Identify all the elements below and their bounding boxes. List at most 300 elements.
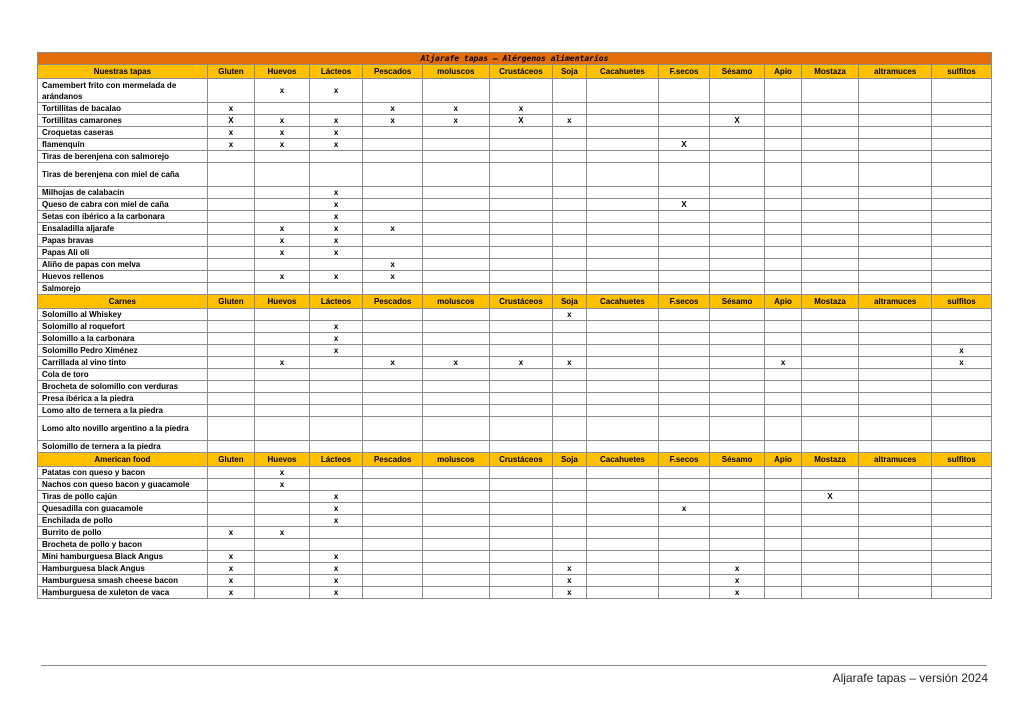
allergen-mark	[801, 417, 859, 441]
allergen-mark	[801, 247, 859, 259]
dish-name: Setas con ibérico a la carbonara	[38, 211, 208, 223]
allergen-mark: x	[363, 103, 423, 115]
allergen-mark	[765, 491, 801, 503]
allergen-mark	[207, 345, 254, 357]
dish-name: Croquetas caseras	[38, 127, 208, 139]
allergen-mark	[422, 551, 489, 563]
allergen-mark	[207, 491, 254, 503]
allergen-mark	[422, 539, 489, 551]
allergen-mark: x	[363, 259, 423, 271]
allergen-mark	[422, 223, 489, 235]
allergen-mark	[586, 247, 659, 259]
allergen-mark	[586, 393, 659, 405]
allergen-mark	[422, 235, 489, 247]
allergen-mark	[309, 163, 363, 187]
dish-name: flamenquín	[38, 139, 208, 151]
allergen-mark	[553, 515, 586, 527]
allergen-mark	[489, 539, 553, 551]
allergen-mark	[207, 309, 254, 321]
allergen-header: Mostaza	[801, 295, 859, 309]
allergen-mark	[422, 151, 489, 163]
dish-name: Patatas con queso y bacon	[38, 467, 208, 479]
allergen-mark	[801, 393, 859, 405]
allergen-mark	[586, 479, 659, 491]
allergen-mark	[859, 235, 932, 247]
allergen-mark	[801, 103, 859, 115]
allergen-mark	[207, 369, 254, 381]
allergen-mark	[553, 283, 586, 295]
allergen-mark	[363, 79, 423, 103]
allergen-mark	[859, 321, 932, 333]
allergen-mark	[255, 551, 310, 563]
allergen-mark	[255, 587, 310, 599]
allergen-mark	[765, 139, 801, 151]
allergen-mark	[553, 491, 586, 503]
allergen-mark	[801, 235, 859, 247]
allergen-mark	[422, 563, 489, 575]
allergen-mark: x	[255, 223, 310, 235]
allergen-mark	[659, 491, 710, 503]
dish-name: Hamburguesa black Angus	[38, 563, 208, 575]
allergen-mark	[765, 103, 801, 115]
allergen-header: Huevos	[255, 65, 310, 79]
allergen-mark	[586, 575, 659, 587]
allergen-mark	[255, 187, 310, 199]
table-row	[38, 479, 992, 491]
allergen-mark	[932, 139, 992, 151]
section-header-row	[38, 65, 992, 79]
allergen-mark	[586, 283, 659, 295]
allergen-header: altramuces	[859, 453, 932, 467]
allergen-mark	[422, 271, 489, 283]
table-row	[38, 199, 992, 211]
allergen-mark	[309, 417, 363, 441]
dish-name: Lomo alto de ternera a la piedra	[38, 405, 208, 417]
allergen-mark	[553, 151, 586, 163]
allergen-mark	[309, 259, 363, 271]
allergen-mark: x	[309, 333, 363, 345]
allergen-mark	[765, 587, 801, 599]
allergen-mark	[801, 187, 859, 199]
allergen-mark	[363, 587, 423, 599]
allergen-mark	[553, 127, 586, 139]
allergen-mark	[801, 441, 859, 453]
allergen-mark	[932, 467, 992, 479]
allergen-mark: x	[709, 575, 765, 587]
table-row	[38, 103, 992, 115]
allergen-mark	[859, 199, 932, 211]
allergen-mark	[489, 163, 553, 187]
allergen-mark	[309, 393, 363, 405]
allergen-mark	[489, 563, 553, 575]
allergen-mark	[932, 271, 992, 283]
allergen-mark: x	[363, 223, 423, 235]
table-row	[38, 309, 992, 321]
allergen-mark	[859, 357, 932, 369]
allergen-mark	[363, 539, 423, 551]
allergen-mark	[859, 467, 932, 479]
dish-name: Milhojas de calabacín	[38, 187, 208, 199]
allergen-mark	[489, 187, 553, 199]
allergen-mark	[765, 309, 801, 321]
allergen-mark	[207, 223, 254, 235]
allergen-mark	[765, 163, 801, 187]
allergen-mark	[422, 309, 489, 321]
allergen-mark	[709, 309, 765, 321]
allergen-mark	[859, 345, 932, 357]
allergen-mark	[859, 479, 932, 491]
table-row	[38, 187, 992, 199]
allergen-mark	[932, 235, 992, 247]
allergen-mark	[489, 527, 553, 539]
allergen-mark	[553, 417, 586, 441]
allergen-mark	[309, 527, 363, 539]
allergen-mark: x	[309, 515, 363, 527]
allergen-mark	[422, 127, 489, 139]
allergen-mark	[659, 369, 710, 381]
allergen-mark	[709, 369, 765, 381]
allergen-table	[37, 52, 992, 599]
allergen-mark	[765, 369, 801, 381]
allergen-mark	[709, 187, 765, 199]
allergen-mark	[422, 467, 489, 479]
dish-name: Hamburguesa smash cheese bacon	[38, 575, 208, 587]
allergen-mark: x	[363, 115, 423, 127]
allergen-mark	[553, 187, 586, 199]
allergen-mark: x	[309, 247, 363, 259]
allergen-mark	[709, 223, 765, 235]
dish-name: Solomillo al roquefort	[38, 321, 208, 333]
allergen-mark	[709, 417, 765, 441]
allergen-mark	[309, 441, 363, 453]
allergen-mark	[586, 491, 659, 503]
allergen-mark	[422, 575, 489, 587]
allergen-mark	[489, 271, 553, 283]
section-header-row	[38, 295, 992, 309]
allergen-mark	[859, 103, 932, 115]
allergen-mark: x	[422, 357, 489, 369]
allergen-mark	[553, 503, 586, 515]
allergen-mark: x	[207, 103, 254, 115]
dish-name: Lomo alto novillo argentino a la piedra	[38, 417, 208, 441]
allergen-mark	[586, 103, 659, 115]
allergen-mark: X	[659, 139, 710, 151]
allergen-mark	[859, 151, 932, 163]
allergen-mark	[859, 127, 932, 139]
allergen-mark	[489, 369, 553, 381]
allergen-mark	[709, 527, 765, 539]
allergen-mark	[207, 163, 254, 187]
allergen-mark	[801, 79, 859, 103]
allergen-mark	[765, 115, 801, 127]
table-row	[38, 151, 992, 163]
dish-name: Tiras de berenjena con salmorejo	[38, 151, 208, 163]
allergen-mark	[765, 151, 801, 163]
allergen-mark	[207, 467, 254, 479]
allergen-mark: x	[363, 271, 423, 283]
allergen-header: moluscos	[422, 295, 489, 309]
allergen-mark	[709, 211, 765, 223]
allergen-mark	[586, 79, 659, 103]
allergen-mark	[659, 539, 710, 551]
allergen-mark	[709, 405, 765, 417]
allergen-mark: x	[553, 115, 586, 127]
table-row	[38, 139, 992, 151]
allergen-mark	[363, 321, 423, 333]
allergen-mark	[659, 235, 710, 247]
allergen-mark	[709, 283, 765, 295]
allergen-mark	[553, 247, 586, 259]
allergen-mark	[586, 417, 659, 441]
dish-name: Tortillitas camarones	[38, 115, 208, 127]
allergen-mark: x	[255, 79, 310, 103]
allergen-header: moluscos	[422, 453, 489, 467]
allergen-header: Cacahuetes	[586, 65, 659, 79]
allergen-header: Cacahuetes	[586, 453, 659, 467]
allergen-mark	[859, 223, 932, 235]
allergen-mark	[659, 563, 710, 575]
table-row	[38, 271, 992, 283]
allergen-mark	[932, 369, 992, 381]
allergen-header: Cacahuetes	[586, 295, 659, 309]
allergen-mark	[801, 115, 859, 127]
allergen-mark	[207, 211, 254, 223]
allergen-mark	[363, 551, 423, 563]
allergen-mark	[932, 79, 992, 103]
allergen-mark	[859, 393, 932, 405]
allergen-mark	[659, 79, 710, 103]
allergen-mark	[765, 271, 801, 283]
allergen-mark	[765, 417, 801, 441]
allergen-mark	[932, 575, 992, 587]
allergen-mark	[309, 283, 363, 295]
allergen-header: Sésamo	[709, 453, 765, 467]
allergen-mark	[207, 283, 254, 295]
allergen-mark: x	[553, 575, 586, 587]
allergen-mark	[765, 539, 801, 551]
allergen-mark	[765, 405, 801, 417]
section-title: American food	[38, 453, 208, 467]
allergen-mark: x	[309, 139, 363, 151]
allergen-mark	[207, 259, 254, 271]
allergen-mark	[765, 563, 801, 575]
dish-name: Presa ibérica a la piedra	[38, 393, 208, 405]
allergen-mark	[709, 467, 765, 479]
allergen-mark	[659, 467, 710, 479]
allergen-header: Pescados	[363, 65, 423, 79]
allergen-mark	[659, 527, 710, 539]
allergen-mark	[859, 369, 932, 381]
dish-name: Mini hamburguesa Black Angus	[38, 551, 208, 563]
allergen-mark: x	[709, 563, 765, 575]
allergen-mark	[489, 479, 553, 491]
allergen-mark	[659, 103, 710, 115]
dish-name: Queso de cabra con miel de caña	[38, 199, 208, 211]
allergen-mark	[422, 187, 489, 199]
allergen-mark	[801, 551, 859, 563]
allergen-mark	[801, 199, 859, 211]
allergen-mark	[255, 151, 310, 163]
allergen-mark	[801, 223, 859, 235]
allergen-mark	[309, 151, 363, 163]
allergen-mark	[709, 103, 765, 115]
allergen-mark	[586, 357, 659, 369]
allergen-mark	[489, 333, 553, 345]
allergen-mark	[255, 103, 310, 115]
allergen-header: Apio	[765, 295, 801, 309]
allergen-mark	[932, 127, 992, 139]
allergen-mark	[859, 381, 932, 393]
allergen-mark	[363, 283, 423, 295]
allergen-mark	[801, 127, 859, 139]
allergen-mark	[489, 139, 553, 151]
allergen-mark	[489, 441, 553, 453]
allergen-mark	[207, 479, 254, 491]
table-row	[38, 491, 992, 503]
allergen-mark	[765, 235, 801, 247]
allergen-mark	[309, 309, 363, 321]
table-row	[38, 127, 992, 139]
allergen-mark	[207, 357, 254, 369]
allergen-mark	[659, 187, 710, 199]
allergen-mark: x	[553, 309, 586, 321]
dish-name: Camembert frito con mermelada de arándanos	[38, 79, 208, 103]
allergen-mark	[859, 283, 932, 295]
allergen-mark	[801, 345, 859, 357]
allergen-mark	[659, 515, 710, 527]
allergen-mark	[932, 115, 992, 127]
allergen-mark	[659, 575, 710, 587]
dish-name: Aliño de papas con melva	[38, 259, 208, 271]
allergen-mark	[363, 405, 423, 417]
allergen-mark	[932, 503, 992, 515]
allergen-mark	[489, 587, 553, 599]
allergen-header: Pescados	[363, 453, 423, 467]
allergen-mark	[255, 503, 310, 515]
allergen-mark	[363, 199, 423, 211]
allergen-mark: x	[309, 491, 363, 503]
allergen-header: Apio	[765, 453, 801, 467]
allergen-mark: x	[309, 345, 363, 357]
table-row	[38, 467, 992, 479]
allergen-mark	[801, 151, 859, 163]
allergen-header: F.secos	[659, 65, 710, 79]
table-row	[38, 321, 992, 333]
allergen-mark	[207, 393, 254, 405]
dish-name: Enchilada de pollo	[38, 515, 208, 527]
allergen-mark: x	[255, 467, 310, 479]
allergen-mark	[932, 283, 992, 295]
allergen-header: sulfitos	[932, 65, 992, 79]
allergen-mark	[207, 503, 254, 515]
allergen-mark	[553, 163, 586, 187]
allergen-mark	[801, 539, 859, 551]
allergen-mark	[586, 235, 659, 247]
allergen-mark	[207, 187, 254, 199]
allergen-mark	[659, 441, 710, 453]
allergen-header: Soja	[553, 65, 586, 79]
allergen-mark	[932, 223, 992, 235]
dish-name: Solomillo a la carbonara	[38, 333, 208, 345]
allergen-header: moluscos	[422, 65, 489, 79]
allergen-mark	[765, 479, 801, 491]
dish-name: Tiras de berenjena con miel de caña	[38, 163, 208, 187]
allergen-mark	[489, 127, 553, 139]
allergen-mark: x	[255, 247, 310, 259]
allergen-mark: x	[207, 587, 254, 599]
allergen-mark	[932, 163, 992, 187]
table-row	[38, 441, 992, 453]
allergen-mark	[255, 369, 310, 381]
allergen-mark	[801, 515, 859, 527]
allergen-mark	[659, 587, 710, 599]
allergen-mark: x	[309, 587, 363, 599]
allergen-mark	[659, 127, 710, 139]
table-row	[38, 515, 992, 527]
allergen-mark	[363, 235, 423, 247]
allergen-mark	[489, 551, 553, 563]
allergen-mark	[859, 551, 932, 563]
allergen-mark	[363, 163, 423, 187]
allergen-mark	[659, 309, 710, 321]
allergen-header: Sésamo	[709, 65, 765, 79]
allergen-mark	[765, 199, 801, 211]
allergen-mark: x	[309, 115, 363, 127]
allergen-mark	[659, 271, 710, 283]
allergen-mark	[489, 211, 553, 223]
allergen-mark	[801, 587, 859, 599]
allergen-mark	[709, 515, 765, 527]
allergen-mark	[489, 405, 553, 417]
allergen-mark	[207, 515, 254, 527]
allergen-mark	[363, 417, 423, 441]
allergen-mark	[553, 321, 586, 333]
allergen-mark	[553, 405, 586, 417]
allergen-mark	[659, 405, 710, 417]
allergen-mark	[363, 575, 423, 587]
allergen-mark	[932, 211, 992, 223]
allergen-mark	[207, 381, 254, 393]
allergen-mark: X	[709, 115, 765, 127]
allergen-mark	[363, 211, 423, 223]
allergen-mark	[207, 321, 254, 333]
allergen-mark: x	[363, 357, 423, 369]
allergen-mark	[709, 247, 765, 259]
allergen-header: Huevos	[255, 295, 310, 309]
allergen-mark	[765, 467, 801, 479]
allergen-mark	[489, 515, 553, 527]
allergen-mark	[553, 211, 586, 223]
dish-name: Huevos rellenos	[38, 271, 208, 283]
allergen-mark	[859, 527, 932, 539]
allergen-mark: x	[309, 271, 363, 283]
allergen-mark	[489, 575, 553, 587]
allergen-mark	[489, 393, 553, 405]
allergen-mark	[586, 515, 659, 527]
allergen-mark	[765, 247, 801, 259]
allergen-mark	[586, 115, 659, 127]
allergen-mark	[859, 211, 932, 223]
allergen-header: Huevos	[255, 453, 310, 467]
allergen-mark	[801, 563, 859, 575]
dish-name: Solomillo al Whiskey	[38, 309, 208, 321]
table-row	[38, 283, 992, 295]
allergen-mark	[489, 309, 553, 321]
allergen-mark	[422, 139, 489, 151]
table-row	[38, 115, 992, 127]
allergen-header: Crustáceos	[489, 65, 553, 79]
allergen-mark	[709, 333, 765, 345]
